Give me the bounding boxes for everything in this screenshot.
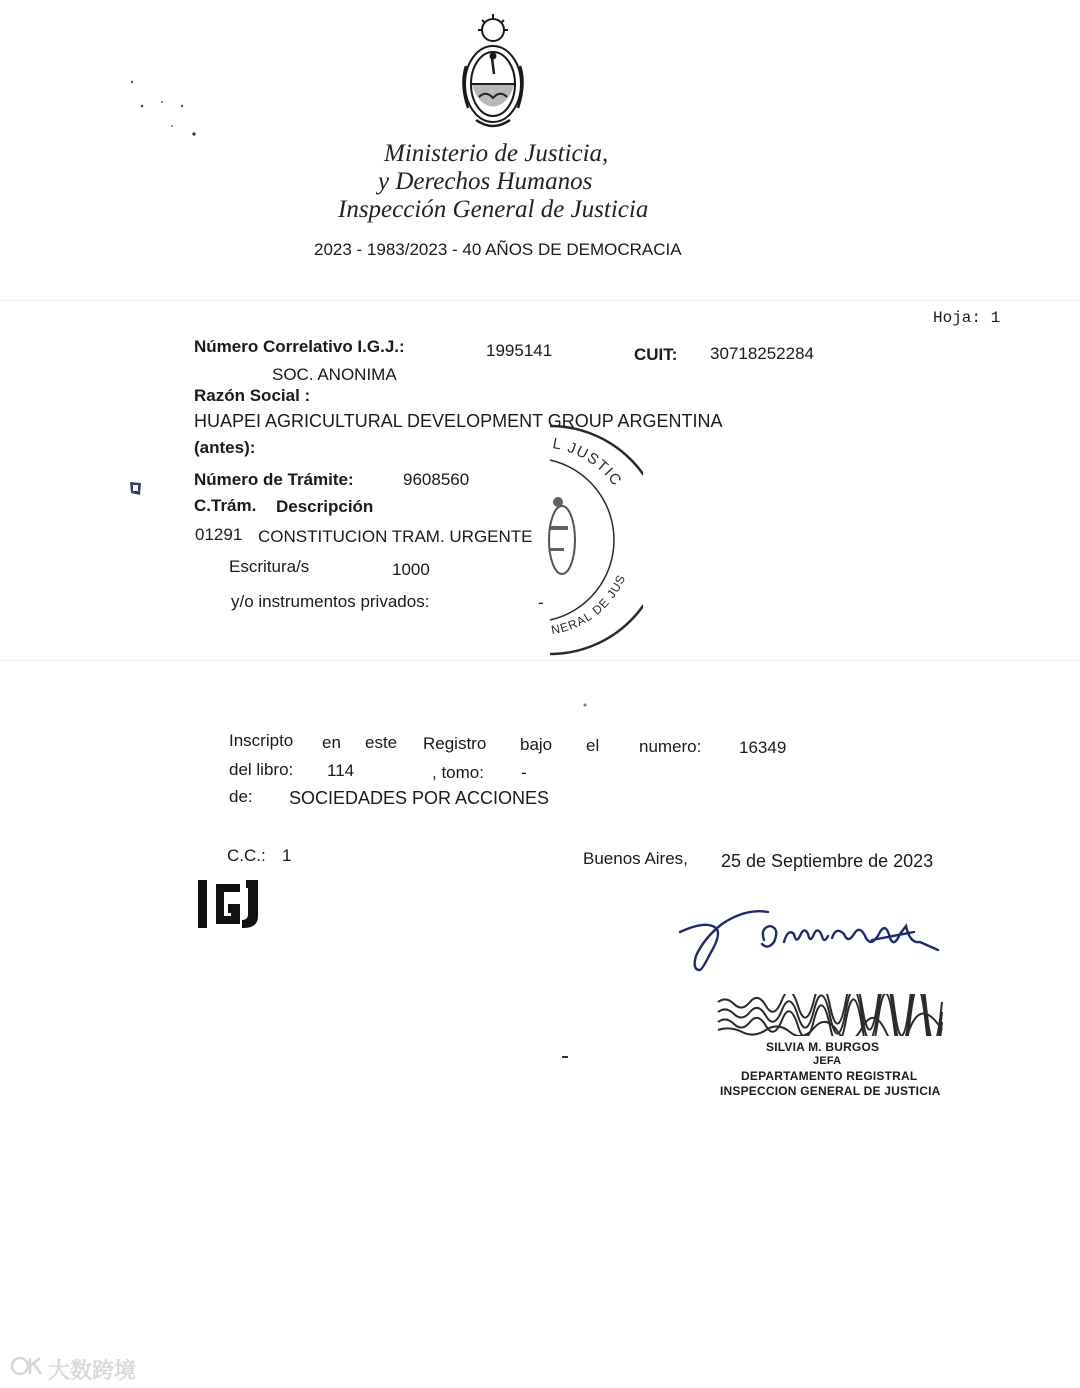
svg-text:L JUSTIC xyxy=(551,435,625,490)
ctram-code: 01291 xyxy=(195,525,243,544)
descripcion-label: Descripción xyxy=(276,497,374,516)
de-value: SOCIEDADES POR ACCIONES xyxy=(289,788,550,808)
razon-social-label: Razón Social : xyxy=(194,386,311,405)
handwritten-signature xyxy=(676,898,946,980)
scan-specks xyxy=(120,70,210,150)
tramite-label: Número de Trámite: xyxy=(194,470,354,489)
igj-logo xyxy=(196,876,270,932)
libro-value: 114 xyxy=(327,761,355,780)
ink-speck xyxy=(560,1054,570,1060)
escritura-label: Escritura/s xyxy=(229,557,310,576)
el-word: el xyxy=(586,736,600,755)
cuit-value: 30718252284 xyxy=(710,344,815,363)
correlativo-label: Número Correlativo I.G.J.: xyxy=(194,337,405,356)
sheet-number: Hoja: 1 xyxy=(933,309,1001,327)
official-seal-stamp xyxy=(548,420,643,660)
watermark-logo-icon xyxy=(10,1352,44,1380)
watermark-text: 大数跨境 xyxy=(48,1359,137,1384)
antes-label: (antes): xyxy=(194,438,256,457)
company-type: SOC. ANONIMA xyxy=(272,365,397,384)
de-label: de: xyxy=(229,787,253,806)
libro-label: del libro: xyxy=(229,760,294,779)
signer-role: JEFA xyxy=(813,1055,842,1067)
numero-label: numero: xyxy=(639,737,702,756)
bajo-word: bajo xyxy=(520,735,553,754)
coat-of-arms-icon xyxy=(452,12,534,140)
signer-name: SILVIA M. BURGOS xyxy=(766,1040,880,1054)
ctram-description: CONSTITUCION TRAM. URGENTE xyxy=(258,527,533,546)
issue-date: 25 de Septiembre de 2023 xyxy=(721,851,934,871)
scan-band xyxy=(0,300,1080,301)
registro-word: Registro xyxy=(423,734,487,753)
cuit-label: CUIT: xyxy=(634,345,678,364)
ministry-name-line1: Ministerio de Justicia, xyxy=(384,140,609,167)
razon-social-value: HUAPEI AGRICULTURAL DEVELOPMENT GROUP ARGENTINA xyxy=(194,411,723,431)
inspection-name-line3: Inspección General de Justicia xyxy=(338,196,649,223)
signer-organization: INSPECCION GENERAL DE JUSTICIA xyxy=(720,1084,941,1098)
motto-line: 2023 - 1983/2023 - 40 AÑOS DE DEMOCRACIA xyxy=(314,240,682,259)
tomo-label: , tomo: xyxy=(432,763,484,782)
correlativo-value: 1995141 xyxy=(486,341,553,360)
signer-department: DEPARTAMENTO REGISTRAL xyxy=(741,1069,918,1083)
seal-bottom-text: NERAL DE JUS xyxy=(549,572,629,638)
ink-speck xyxy=(582,702,588,708)
scan-band xyxy=(0,660,1080,661)
ministry-name-line2: y Derechos Humanos xyxy=(378,168,593,195)
instrumentos-label: y/o instrumentos privados: xyxy=(231,592,430,611)
este-word: este xyxy=(365,733,398,752)
tramite-value: 9608560 xyxy=(403,470,470,489)
stamp-scribble-band xyxy=(716,994,944,1036)
seal-top-text: L JUSTIC xyxy=(551,435,626,490)
numero-value: 16349 xyxy=(739,738,787,757)
ink-speck xyxy=(126,478,148,500)
escritura-value: 1000 xyxy=(392,560,430,579)
cc-value: 1 xyxy=(282,846,292,865)
inscripto-word: Inscripto xyxy=(229,731,294,750)
place-name: Buenos Aires, xyxy=(583,849,688,868)
cc-label: C.C.: xyxy=(227,846,266,865)
instrumentos-value: - xyxy=(538,593,544,612)
svg-text:NERAL DE JUS xyxy=(550,572,628,637)
tomo-value: - xyxy=(521,763,527,782)
en-word: en xyxy=(322,733,341,752)
ctram-label: C.Trám. xyxy=(194,496,257,515)
